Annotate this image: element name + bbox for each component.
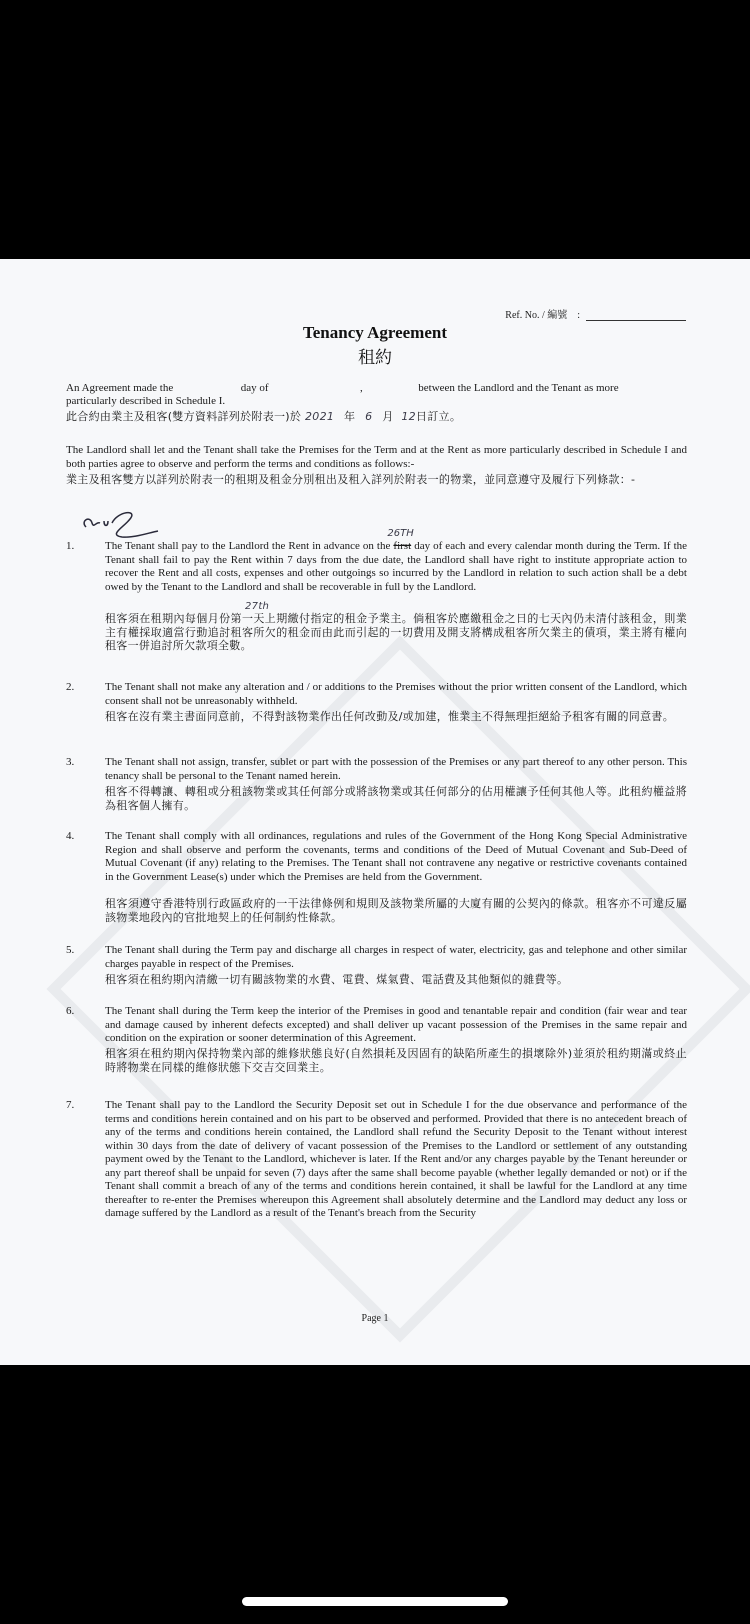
intro-zh-day: 日訂立。 <box>415 410 462 423</box>
home-indicator[interactable] <box>242 1597 508 1606</box>
clause-7-english: The Tenant shall pay to the Landlord the Security Deposit set out in Schedule I for the due observance and performance of the terms and conditions herein contained and on his part to be observed and performed. Provided that there is no antecedent breach of any of the terms and conditions herein contained, the Landlord shall refund the Security Deposit to the Tenant without interest within 30 days from the date of delivery of vacant possession of the Premises to the Landlord or settlement of any outstanding payment owed by the Tenant to the Landlord, whichever is later. If the Rent and/or any charges payable by the Tenant hereunder or any part thereof shall be unpaid for seven (7) days after the same shall become payable (whether legally demanded or not) or if the Tenant shall commit a breach of any of the terms and conditions herein contained, it shall be lawful for the Landlord at any time thereafter to re-enter the Premises whereupon this Agreement shall absolutely determine and the Landlord may deduct any loss or damage suffered by the Landlord as a result of the Tenant's breach from the Security <box>105 1099 687 1219</box>
clause-4-number: 4. <box>66 830 75 842</box>
clause-3-english: The Tenant shall not assign, transfer, sublet or part with the possession of the Premises or any part thereof to any other person. This tenancy shall be personal to the Tenant named herein. <box>105 756 687 782</box>
clause-2-english: The Tenant shall not make any alteration and / or additions to the Premises without the prior written consent of the Landlord, which consent shall not be unreasonably withheld. <box>105 681 687 707</box>
copy-watermark <box>46 635 750 1342</box>
clause-4-english: The Tenant shall comply with all ordinances, regulations and rules of the Government of the Hong Kong Special Administrative Region and shall observe and perform the covenants, terms and conditions of the Deed of Mutual Covenant and Sub-Deed of Mutual Covenant (if any) relating to the Premises. The Tenant shall not contravene any negative or restrictive covenants contained in the Government Lease(s) under which the Premises are held from the Government. <box>105 830 687 883</box>
ref-blank-line <box>586 320 686 321</box>
intro-line-1 <box>66 382 687 396</box>
intro-zh1: 此合約由業主及租客(雙方資料詳列於附表一)於 <box>66 410 302 423</box>
clause-3-number: 3. <box>66 756 75 768</box>
clause-2-number: 2. <box>66 681 75 693</box>
title-chinese: 租約 <box>358 348 392 367</box>
clause-1-english <box>105 528 688 594</box>
ref-number <box>505 306 686 321</box>
handwritten-year: 2021 <box>304 410 335 423</box>
intro-en1: An Agreement made the <box>66 382 174 394</box>
clause-1-en-b: day of each and every calendar month during the Term. If the Tenant shall fail to pay the Rent within 7 days from the due date, the Landlord shall have right to institute appropriate action to recover the Rent and all costs, expenses and other outgoings so incurred by the Landlord in relation to such action shall be a debt owed by the Tenant to the Landlord and shall be recoverable in full by the Landlord. <box>105 540 688 593</box>
clause-1-zh-text: 租客須在租期內每個月份第一天上期繳付指定的租金予業主。倘租客於應繳租金之日的七天內仍未清付該租金，則業主有權採取適當行動追討租客所欠的租金而由此而引起的一切費用及開支將構成租客所欠業主的債項，業主將有權向租客一併追討所欠款項全數。 <box>105 612 687 652</box>
ref-label: Ref. No. / 編號 : <box>505 310 580 321</box>
clause-6-chinese: 租客須在租約期內保持物業內部的維修狀態良好(自然損耗及因固有的缺陷所產生的損壞除外)並須於租約期滿或終止時將物業在同樣的維修狀態下交吉交回業主。 <box>105 1047 687 1074</box>
clause-4-chinese: 租客須遵守香港特別行政區政府的一干法律條例和規則及該物業所屬的大廈有關的公契內的條款。租客亦不可違反屬該物業地段內的官批地契上的任何制約性條款。 <box>105 897 687 924</box>
intro-en4: between the Landlord and the Tenant as more <box>418 382 619 394</box>
handwritten-day: 12 <box>401 410 416 423</box>
clause-1-chinese <box>105 601 687 653</box>
clause-1-struck-word: first <box>393 540 412 552</box>
clause-7-number: 7. <box>66 1099 75 1111</box>
intro-chinese-line <box>66 410 687 424</box>
clause-1-struck-word-wrap <box>387 528 414 552</box>
intro-en2: day of <box>240 382 269 394</box>
clause-3-chinese: 租客不得轉讓、轉租或分租該物業或其任何部分或將該物業或其任何部分的佔用權讓予任何其他人等。此租約權益將為租客個人擁有。 <box>105 785 687 812</box>
handwritten-rent-day-zh: 27th <box>245 601 270 612</box>
clause-1-number: 1. <box>66 540 75 552</box>
intro-en3: , <box>360 382 363 394</box>
document-page <box>0 259 750 1365</box>
handwritten-month: 6 <box>365 410 373 423</box>
page-number: Page 1 <box>361 1313 389 1324</box>
intro-line-2: particularly described in Schedule I. <box>66 395 226 407</box>
clause-1-en-a: The Tenant shall pay to the Landlord the Rent in advance on the <box>105 540 391 552</box>
intro-zh-year: 年 <box>343 410 356 423</box>
clause-5-english: The Tenant shall during the Term pay and discharge all charges in respect of water, electricity, gas and telephone and other similar charges payable in respect of the Premises. <box>105 944 687 970</box>
intro-zh-month: 月 <box>382 410 394 423</box>
clause-6-english: The Tenant shall during the Term keep the interior of the Premises in good and tenantable repair and condition (fair wear and tear and damage caused by inherent defects excepted) and shall deliver up vacant possession of the Premises in the same repair and condition on the expiration or sooner determination of this Agreement. <box>105 1005 687 1044</box>
clause-6-number: 6. <box>66 1005 75 1017</box>
clause-5-number: 5. <box>66 944 75 956</box>
preamble-english: The Landlord shall let and the Tenant shall take the Premises for the Term and at the Rent as more particularly described in Schedule I and both parties agree to observe and perform the terms and conditions as follows:- <box>66 444 687 470</box>
clause-5-chinese: 租客須在租約期內清繳一切有關該物業的水費、電費、煤氣費、電話費及其他類似的雜費等。 <box>105 973 569 986</box>
preamble-chinese: 業主及租客雙方以詳列於附表一的租期及租金分別租出及租入詳列於附表一的物業，並同意遵守及履行下列條款：- <box>66 473 636 486</box>
clause-2-chinese: 租客在沒有業主書面同意前，不得對該物業作出任何改動及/或加建，惟業主不得無理拒絕給予租客有關的同意書。 <box>105 710 675 723</box>
title-english: Tenancy Agreement <box>302 323 448 342</box>
handwritten-rent-day: 26TH <box>387 528 414 539</box>
